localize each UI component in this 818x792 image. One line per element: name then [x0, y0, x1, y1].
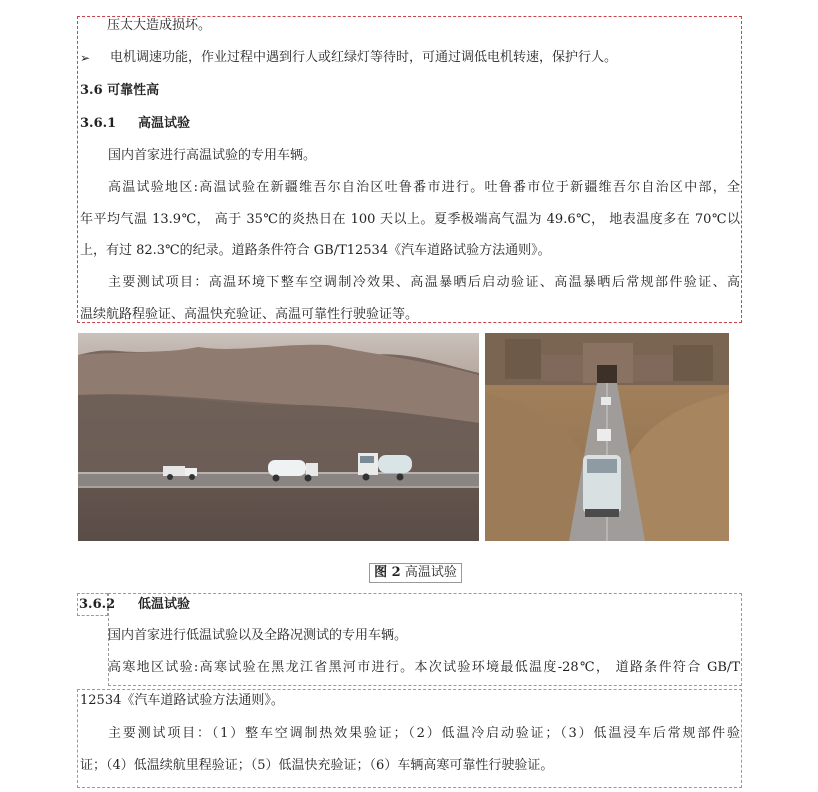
figure-caption [369, 563, 462, 583]
section-title-3-6-1: 高温试验 [138, 116, 191, 131]
paragraph-line: 高寒地区试验:高寒试验在黑龙江省黑河市进行。本次试验环境最低温度-28℃， 道路条件符合 GB/T [108, 660, 740, 675]
paragraph: 国内首家进行高温试验的专用车辆。 [108, 148, 317, 163]
bullet-arrow-icon: ➢ [80, 51, 91, 65]
section-title-3-6-2: 低温试验 [138, 597, 191, 612]
paragraph-line: 年平均气温 13.9℃， 高于 35℃的炎热日在 100 天以上。夏季极端高气温为 49.6℃， 地表温度多在 70℃以 [80, 212, 740, 227]
paragraph-tail: 压太大造成损坏。 [107, 18, 212, 33]
paragraph-line: 证；（4）低温续航里程验证；（5）低温快充验证；（6）车辆高寒可靠性行驶验证。 [80, 758, 554, 773]
paragraph-line: 12534《汽车道路试验方法通则》。 [80, 693, 284, 708]
paragraph-line: 温续航路程验证、高温快充验证、高温可靠性行驶验证等。 [80, 307, 419, 322]
bullet-item: 电机调速功能，作业过程中遇到行人或红绿灯等待时，可通过调低电机转速，保护行人。 [110, 50, 618, 65]
section-heading-3-6: 3.6 可靠性高 [80, 83, 160, 98]
section-number-3-6-1: 3.6.1 [80, 116, 117, 131]
paragraph-line: 上，有过 82.3℃的纪录。道路条件符合 GB/T12534《汽车道路试验方法通则》。 [80, 243, 551, 258]
figure-title: 高温试验 [404, 565, 457, 580]
figure-label: 图 2 [374, 565, 401, 580]
paragraph: 国内首家进行低温试验以及全路况测试的专用车辆。 [108, 628, 408, 643]
section-number-3-6-2: 3.6.2 [79, 597, 116, 612]
paragraph-line: 主要测试项目：（1）整车空调制热效果验证；（2）低温冷启动验证；（3）低温浸车后常规部件验 [108, 726, 740, 741]
desert-road-photo [78, 333, 479, 541]
paragraph-line: 高温试验地区:高温试验在新疆维吾尔自治区吐鲁番市进行。吐鲁番市位于新疆维吾尔自治区中部，全 [108, 180, 740, 195]
fortress-road-photo [485, 333, 729, 541]
paragraph-line: 主要测试项目：高温环境下整车空调制冷效果、高温暴晒后启动验证、高温暴晒后常规部件验证、高 [108, 275, 740, 290]
